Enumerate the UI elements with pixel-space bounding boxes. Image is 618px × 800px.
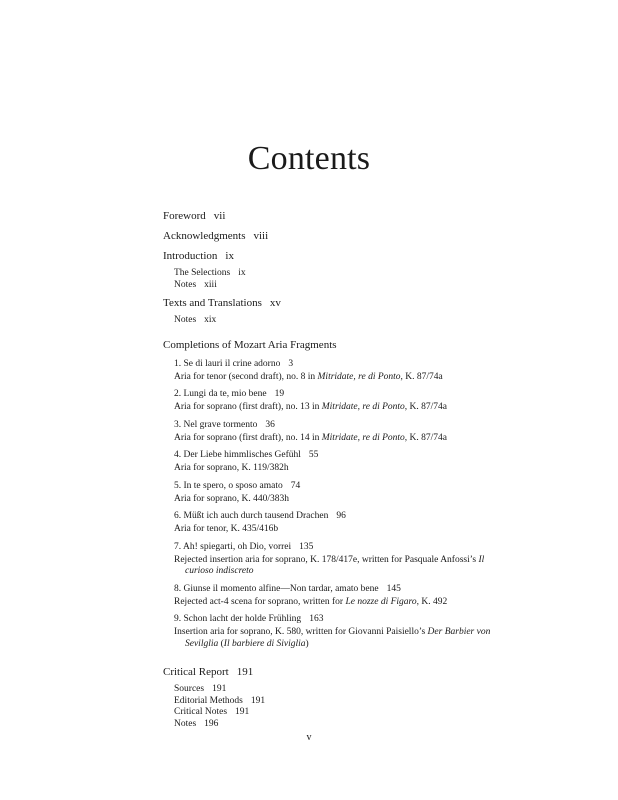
page-number: 19 xyxy=(274,389,285,399)
toc-entry-acknowledgments[interactable]: Acknowledgments viii xyxy=(163,230,269,242)
toc-aria-4[interactable]: 4. Der Liebe himmlisches Gefühl 55 Aria for soprano, K. 119/382h xyxy=(174,450,319,473)
page-number: ix xyxy=(238,268,246,278)
toc-aria-2[interactable]: 2. Lungi da te, mio bene 19 Aria for soprano (first draft), no. 13 in Mitridate, re di Ponto, K. 87/74a xyxy=(174,389,447,412)
toc-entry-completions[interactable]: Completions of Mozart Aria Fragments xyxy=(163,338,337,351)
toc-aria-7[interactable]: 7. Ah! spiegarti, oh Dio, vorrei 135 Rejected insertion aria for soprano, K. 178/417e, written for Pasquale Anfossi’s Il curioso indiscreto xyxy=(174,541,485,576)
toc-aria-8[interactable]: 8. Giunse il momento alfine—Non tardar, amato bene 145 Rejected act-4 scena for soprano, written for Le nozze di Figaro, K. 492 xyxy=(174,583,448,607)
toc-entry-foreword[interactable]: Foreword vii xyxy=(163,210,226,222)
toc-aria-5[interactable]: 5. In te spero, o sposo amato 74 Aria for soprano, K. 440/383h xyxy=(174,480,301,504)
page-number: 196 xyxy=(204,718,219,729)
toc-subentry-notes[interactable]: Notes xix xyxy=(174,315,217,325)
toc-aria-1[interactable]: 1. Se di lauri il crine adorno 3 Aria for tenor (second draft), no. 8 in Mitridate, re di Ponto, K. 87/74a xyxy=(174,358,443,382)
toc-subentry-notes[interactable]: Notes 196 xyxy=(174,718,219,729)
page-title: Contents xyxy=(247,140,371,177)
page-number: 36 xyxy=(265,419,275,430)
page-number: 191 xyxy=(235,707,250,717)
page-number: 3 xyxy=(288,358,294,369)
page-number: 191 xyxy=(236,666,254,678)
toc-subentry-notes[interactable]: Notes xiii xyxy=(174,279,217,290)
toc-subentry-editorial-methods[interactable]: Editorial Methods 191 xyxy=(174,695,266,706)
page-number: ix xyxy=(225,250,234,262)
page-number: 135 xyxy=(299,541,314,552)
page-number: 96 xyxy=(336,511,346,521)
page-number: 163 xyxy=(309,614,324,624)
page-number: 55 xyxy=(308,450,319,460)
toc-entry-texts-and-translations[interactable]: Texts and Translations xv xyxy=(163,297,281,309)
page-number: 191 xyxy=(250,695,266,706)
page-number: viii xyxy=(253,230,269,242)
page-folio: v xyxy=(306,732,312,743)
page-number: xix xyxy=(204,315,217,325)
toc-entry-introduction[interactable]: Introduction ix xyxy=(163,250,234,262)
toc-subentry-sources[interactable]: Sources 191 xyxy=(174,684,227,694)
toc-subentry-critical-notes[interactable]: Critical Notes 191 xyxy=(174,707,250,717)
toc-aria-9[interactable]: 9. Schon lacht der holde Frühling 163 Insertion aria for soprano, K. 580, written for Giovanni Paisiello’s Der Barbier von Sevilglia (Il barbiere di Siviglia) xyxy=(174,614,491,649)
toc-entry-critical-report[interactable]: Critical Report 191 xyxy=(163,666,254,678)
page-number: 74 xyxy=(290,480,301,491)
table-of-contents xyxy=(163,208,508,730)
page-number: xv xyxy=(269,297,281,309)
toc-aria-6[interactable]: 6. Müßt ich auch durch tausend Drachen 96 Aria for tenor, K. 435/416b xyxy=(174,511,346,534)
toc-subentry-the-selections[interactable]: The Selections ix xyxy=(174,268,246,278)
page-number: vii xyxy=(213,210,226,222)
toc-aria-3[interactable]: 3. Nel grave tormento 36 Aria for soprano (first draft), no. 14 in Mitridate, re di Ponto, K. 87/74a xyxy=(174,419,447,443)
page-number: 145 xyxy=(386,583,401,594)
page-number: xiii xyxy=(204,279,217,290)
page-number: 191 xyxy=(212,684,227,694)
